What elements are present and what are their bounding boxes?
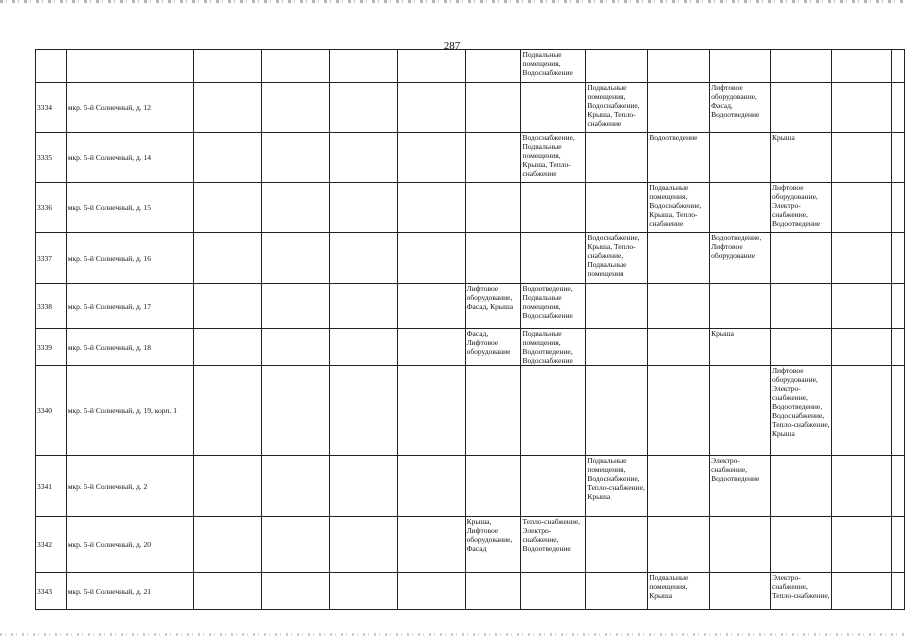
work-period-cell: [831, 233, 891, 284]
table-row: [36, 573, 905, 610]
work-period-cell: [892, 284, 905, 329]
work-period-cell: [193, 329, 261, 366]
work-period-cell: [193, 83, 261, 133]
work-period-cell: [329, 573, 397, 610]
work-period-cell: [193, 284, 261, 329]
work-period-cell: [397, 183, 465, 233]
table-row: [36, 183, 905, 233]
work-period-cell: [586, 517, 648, 573]
work-period-cell: [586, 133, 648, 183]
work-period-cell: Лифтовое оборудование, Электро-снабжение, Водоотведение, Водоснабжение, Тепло-снабжение, Крыша: [770, 366, 831, 456]
work-period-cell: [892, 233, 905, 284]
address-cell: мкр. 5-й Солнечный, д. 16: [66, 233, 193, 284]
work-period-cell: Водоотведение, Подвальные помещения, Водоснабжение: [521, 284, 586, 329]
work-period-cell: [193, 366, 261, 456]
work-period-cell: Подвальные помещения, Водоснабжение: [521, 50, 586, 83]
row-number-cell: 3340: [36, 366, 67, 456]
work-period-cell: [521, 83, 586, 133]
work-period-cell: [329, 183, 397, 233]
work-period-cell: [329, 83, 397, 133]
work-period-cell: [710, 517, 771, 573]
work-period-cell: [465, 366, 521, 456]
work-period-cell: [710, 284, 771, 329]
work-period-cell: Лифтовое оборудование, Электро-снабжение, Водоотведение: [770, 183, 831, 233]
work-period-cell: Фасад, Лифтовое оборудование: [465, 329, 521, 366]
work-period-cell: [892, 366, 905, 456]
work-period-cell: [831, 456, 891, 517]
work-period-cell: [329, 50, 397, 83]
table-row: [36, 133, 905, 183]
work-period-cell: [892, 573, 905, 610]
address-cell: мкр. 5-й Солнечный, д. 17: [66, 284, 193, 329]
work-period-cell: [648, 233, 710, 284]
work-period-cell: [397, 233, 465, 284]
page-number: 287: [443, 40, 461, 52]
table-row: [36, 233, 905, 284]
work-period-cell: [397, 456, 465, 517]
row-number-cell: 3341: [36, 456, 67, 517]
work-period-cell: [261, 183, 329, 233]
table-row: [36, 83, 905, 133]
work-period-cell: [193, 183, 261, 233]
address-cell: мкр. 5-й Солнечный, д. 15: [66, 183, 193, 233]
work-period-cell: [397, 517, 465, 573]
work-period-cell: [892, 83, 905, 133]
work-period-cell: [648, 517, 710, 573]
address-cell: мкр. 5-й Солнечный, д. 20: [66, 517, 193, 573]
row-number-cell: 3336: [36, 183, 67, 233]
work-period-cell: [329, 284, 397, 329]
scan-edge-bottom: [0, 633, 905, 636]
work-period-cell: [465, 50, 521, 83]
work-period-cell: Электро-снабжение, Тепло-снабжение,: [770, 573, 831, 610]
work-period-cell: Водоснабжение, Крыша, Тепло-снабжение, Подвальные помещения: [586, 233, 648, 284]
work-period-cell: Электро-снабжение, Водоотведение: [710, 456, 771, 517]
repair-schedule-table: [35, 49, 905, 610]
work-period-cell: Крыша: [770, 133, 831, 183]
work-period-cell: [261, 573, 329, 610]
work-period-cell: [586, 284, 648, 329]
work-period-cell: [892, 133, 905, 183]
work-period-cell: [521, 183, 586, 233]
work-period-cell: [831, 573, 891, 610]
work-period-cell: [193, 233, 261, 284]
work-period-cell: [193, 50, 261, 83]
work-period-cell: [648, 284, 710, 329]
row-number-cell: 3339: [36, 329, 67, 366]
work-period-cell: [465, 83, 521, 133]
work-period-cell: [261, 456, 329, 517]
work-period-cell: [648, 50, 710, 83]
work-period-cell: [648, 329, 710, 366]
table-row: [36, 456, 905, 517]
work-period-cell: Водоснабжение, Подвальные помещения, Крыша, Тепло-снабжение: [521, 133, 586, 183]
work-period-cell: [648, 366, 710, 456]
work-period-cell: [465, 133, 521, 183]
work-period-cell: [586, 573, 648, 610]
work-period-cell: [329, 517, 397, 573]
work-period-cell: [329, 366, 397, 456]
work-period-cell: [329, 329, 397, 366]
work-period-cell: Крыша, Лифтовое оборудование, Фасад: [465, 517, 521, 573]
work-period-cell: [261, 517, 329, 573]
work-period-cell: [892, 517, 905, 573]
work-period-cell: Подвальные помещения, Водоотведение, Водоснабжение: [521, 329, 586, 366]
scan-edge-top: [0, 0, 905, 3]
address-cell: мкр. 5-й Солнечный, д. 12: [66, 83, 193, 133]
work-period-cell: Подвальные помещения, Водоснабжение, Крыша, Тепло-снабжение: [586, 83, 648, 133]
work-period-cell: [521, 456, 586, 517]
work-period-cell: [261, 329, 329, 366]
table-row: [36, 329, 905, 366]
work-period-cell: [831, 83, 891, 133]
work-period-cell: [831, 50, 891, 83]
work-period-cell: [397, 573, 465, 610]
work-period-cell: [831, 133, 891, 183]
work-period-cell: [710, 50, 771, 83]
work-period-cell: [397, 284, 465, 329]
work-period-cell: [397, 83, 465, 133]
work-period-cell: [892, 183, 905, 233]
work-period-cell: [397, 133, 465, 183]
work-period-cell: [831, 183, 891, 233]
work-period-cell: [329, 456, 397, 517]
work-period-cell: [770, 83, 831, 133]
work-period-cell: Подвальные помещения, Водоснабжение, Тепло-снабжение, Крыша: [586, 456, 648, 517]
work-period-cell: [831, 366, 891, 456]
work-period-cell: [521, 233, 586, 284]
work-period-cell: Лифтовое оборудование, Фасад, Водоотведение: [710, 83, 771, 133]
work-period-cell: Водоотведение: [648, 133, 710, 183]
work-period-cell: [261, 50, 329, 83]
row-number-cell: 3334: [36, 83, 67, 133]
address-cell: мкр. 5-й Солнечный, д. 21: [66, 573, 193, 610]
work-period-cell: [710, 573, 771, 610]
work-period-cell: [648, 456, 710, 517]
work-period-cell: Подвальные помещения, Крыша: [648, 573, 710, 610]
work-period-cell: [465, 183, 521, 233]
address-cell: мкр. 5-й Солнечный, д. 18: [66, 329, 193, 366]
work-period-cell: [648, 83, 710, 133]
work-period-cell: [521, 366, 586, 456]
row-number-cell: 3335: [36, 133, 67, 183]
work-period-cell: [586, 50, 648, 83]
work-period-cell: [770, 517, 831, 573]
work-period-cell: [261, 83, 329, 133]
work-period-cell: [397, 366, 465, 456]
work-period-cell: [261, 284, 329, 329]
work-period-cell: [397, 50, 465, 83]
work-period-cell: [193, 517, 261, 573]
table-row: [36, 366, 905, 456]
work-period-cell: [892, 50, 905, 83]
work-period-cell: [770, 329, 831, 366]
row-number-cell: 3338: [36, 284, 67, 329]
work-period-cell: [465, 233, 521, 284]
work-period-cell: [770, 233, 831, 284]
work-period-cell: [193, 133, 261, 183]
work-period-cell: [831, 329, 891, 366]
row-number-cell: 3337: [36, 233, 67, 284]
work-period-cell: [261, 133, 329, 183]
work-period-cell: Водоотведение, Лифтовое оборудование: [710, 233, 771, 284]
address-cell: мкр. 5-й Солнечный, д. 2: [66, 456, 193, 517]
work-period-cell: [770, 284, 831, 329]
work-period-cell: Тепло-снабжение, Электро-снабжение, Водоотведение: [521, 517, 586, 573]
table-row: [36, 284, 905, 329]
work-period-cell: [586, 329, 648, 366]
row-number-cell: [36, 50, 67, 83]
work-period-cell: Подвальные помещения, Водоснабжение, Крыша, Тепло-снабжение: [648, 183, 710, 233]
work-period-cell: [397, 329, 465, 366]
work-period-cell: [193, 456, 261, 517]
work-period-cell: [261, 366, 329, 456]
work-period-cell: [586, 366, 648, 456]
work-period-cell: [261, 233, 329, 284]
work-period-cell: [465, 456, 521, 517]
work-period-cell: [329, 133, 397, 183]
table-row: [36, 50, 905, 83]
row-number-cell: 3343: [36, 573, 67, 610]
row-number-cell: 3342: [36, 517, 67, 573]
work-period-cell: [521, 573, 586, 610]
table-row: [36, 517, 905, 573]
work-period-cell: [892, 329, 905, 366]
work-period-cell: [831, 284, 891, 329]
work-period-cell: [710, 133, 771, 183]
work-period-cell: Лифтовое оборудование, Фасад, Крыша: [465, 284, 521, 329]
work-period-cell: [770, 456, 831, 517]
work-period-cell: [586, 183, 648, 233]
address-cell: [66, 50, 193, 83]
work-period-cell: [831, 517, 891, 573]
work-period-cell: [329, 233, 397, 284]
work-period-cell: [710, 366, 771, 456]
work-period-cell: [770, 50, 831, 83]
address-cell: мкр. 5-й Солнечный, д. 19, корп. 1: [66, 366, 193, 456]
work-period-cell: [892, 456, 905, 517]
work-period-cell: [193, 573, 261, 610]
address-cell: мкр. 5-й Солнечный, д. 14: [66, 133, 193, 183]
work-period-cell: [710, 183, 771, 233]
work-period-cell: [465, 573, 521, 610]
work-period-cell: Крыша: [710, 329, 771, 366]
